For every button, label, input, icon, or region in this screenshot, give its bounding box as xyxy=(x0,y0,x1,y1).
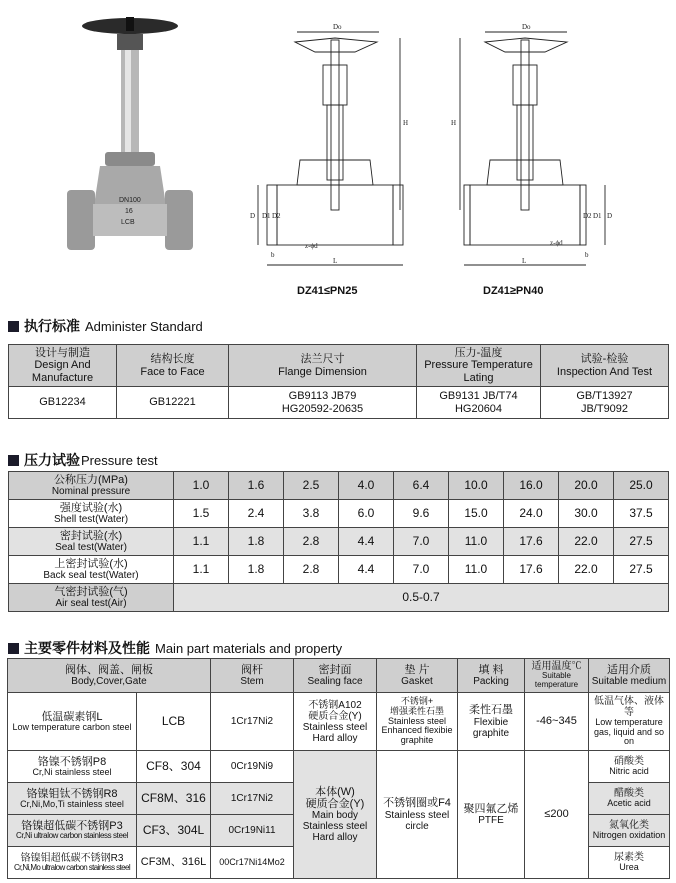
cell: GB/T13927 JB/T9092 xyxy=(541,387,669,419)
value-cell: 2.5 xyxy=(284,472,339,500)
header-cell: 垫 片 Gasket xyxy=(377,659,458,693)
value-cell: 1.1 xyxy=(174,556,229,584)
value-cell: 1.8 xyxy=(229,528,284,556)
value-cell: 15.0 xyxy=(449,500,504,528)
material-cell: 铬镍钼钛不锈钢R8 Cr,Ni,Mo,Ti stainless steel xyxy=(8,783,137,815)
value-cell: 11.0 xyxy=(449,556,504,584)
section-heading-materials xyxy=(8,638,342,658)
stem-cell: 1Cr17Ni2 xyxy=(211,783,294,815)
medium-cell: 醋酸类 Acetic acid xyxy=(589,783,670,815)
dim-label: D2 xyxy=(272,212,281,220)
table-row xyxy=(8,693,670,751)
value-cell: 11.0 xyxy=(449,528,504,556)
value-cell: 9.6 xyxy=(394,500,449,528)
table-row xyxy=(9,500,669,528)
cell: GB9131 JB/T74 HG20604 xyxy=(417,387,541,419)
stem-cell: 0Cr19Ni9 xyxy=(211,751,294,783)
value-cell: 1.1 xyxy=(174,528,229,556)
table-header-row xyxy=(8,659,670,693)
drawing-pn40 xyxy=(450,20,613,275)
cell: GB9113 JB79 HG20592-20635 xyxy=(229,387,417,419)
value-cell: 17.6 xyxy=(504,528,559,556)
photo-marking: LCB xyxy=(121,219,135,226)
stem-cell: 0Cr19Ni11 xyxy=(211,815,294,847)
value-cell: 2.8 xyxy=(284,528,339,556)
temperature-cell: -46~345 xyxy=(525,693,589,751)
dim-label: D1 xyxy=(593,212,602,220)
value-cell: 4.4 xyxy=(339,528,394,556)
table-row xyxy=(8,751,670,783)
sealing-cell: 不锈钢A102 硬质合金(Y) Stainless steel Hard alloy xyxy=(294,693,377,751)
header-cell: 填 料 Packing xyxy=(458,659,525,693)
packing-cell: 柔性石墨 Flexibie graphite xyxy=(458,693,525,751)
row-label: 密封试验(水) Seal test(Water) xyxy=(9,528,174,556)
row-label: 强度试验(水) Shell test(Water) xyxy=(9,500,174,528)
header-cell: 密封面 Sealing face xyxy=(294,659,377,693)
header-cell: 试验-检验 Inspection And Test xyxy=(541,345,669,387)
materials-table xyxy=(7,658,670,879)
square-bullet-icon xyxy=(8,321,19,332)
value-cell: 17.6 xyxy=(504,556,559,584)
table-row xyxy=(9,584,669,612)
valve-photo xyxy=(55,12,205,262)
value-cell: 2.4 xyxy=(229,500,284,528)
cell: GB12221 xyxy=(117,387,229,419)
dim-label: Do xyxy=(333,23,342,31)
value-cell: 3.8 xyxy=(284,500,339,528)
dim-label: z-ϕd xyxy=(550,239,563,247)
material-cell: 低温碳素钢L Low temperature carbon steel xyxy=(8,693,137,751)
dim-label: L xyxy=(333,257,338,265)
grade-cell: LCB xyxy=(137,693,211,751)
grade-cell: CF3M、316L xyxy=(137,847,211,879)
value-cell: 1.0 xyxy=(174,472,229,500)
dim-label: L xyxy=(522,257,527,265)
gasket-cell: 不锈钢圈或F4 Stainless steel circle xyxy=(377,751,458,879)
header-cell: 压力-温度 Pressure Temperature Lating xyxy=(417,345,541,387)
value-cell: 1.8 xyxy=(229,556,284,584)
dim-label: b xyxy=(585,251,589,259)
value-cell: 7.0 xyxy=(394,556,449,584)
header-cell: 适用温度℃ Suitable temperature xyxy=(525,659,589,693)
drawing-caption: DZ41≤PN25 xyxy=(297,285,358,297)
pressure-table xyxy=(8,471,669,612)
standard-table xyxy=(8,344,669,419)
heading-en: Main part materials and property xyxy=(155,640,343,656)
material-cell: 铬镍钼超低碳不锈钢R3 Cr,Ni,Mo ultralow carbon stainless steel xyxy=(8,847,137,879)
value-cell: 22.0 xyxy=(559,556,614,584)
dim-label: D xyxy=(250,212,256,220)
dim-label: D2 xyxy=(583,212,592,220)
grade-cell: CF8、304 xyxy=(137,751,211,783)
cell: GB12234 xyxy=(9,387,117,419)
grade-cell: CF8M、316 xyxy=(137,783,211,815)
photo-marking: DN100 xyxy=(119,197,141,204)
dim-label: D1 xyxy=(262,212,271,220)
header-cell: 设计与制造 Design And Manufacture xyxy=(9,345,117,387)
value-cell: 6.0 xyxy=(339,500,394,528)
stem-cell: 00Cr17Ni14Mo2 xyxy=(211,847,294,879)
row-label: 公称压力(MPa) Nominal pressure xyxy=(9,472,174,500)
value-cell: 30.0 xyxy=(559,500,614,528)
heading-zh: 主要零件材料及性能 xyxy=(24,640,150,656)
header-cell: 法兰尺寸 Flange Dimension xyxy=(229,345,417,387)
value-cell: 24.0 xyxy=(504,500,559,528)
value-cell: 27.5 xyxy=(614,556,669,584)
medium-cell: 低温气体、液体等 Low temperature gas, liquid and so on xyxy=(589,693,670,751)
row-label: 上密封试验(水) Back seal test(Water) xyxy=(9,556,174,584)
medium-cell: 氮氧化类 Nitrogen oxidation xyxy=(589,815,670,847)
section-heading-standard xyxy=(8,316,203,336)
heading-zh: 执行标准 xyxy=(24,318,80,334)
value-cell: 1.5 xyxy=(174,500,229,528)
stem-cell: 1Cr17Ni2 xyxy=(211,693,294,751)
square-bullet-icon xyxy=(8,455,19,466)
heading-en: Pressure test xyxy=(81,452,158,468)
value-cell: 0.5-0.7 xyxy=(174,584,669,612)
value-cell: 1.6 xyxy=(229,472,284,500)
value-cell: 37.5 xyxy=(614,500,669,528)
material-cell: 铬镍不锈钢P8 Cr,Ni stainless steel xyxy=(8,751,137,783)
medium-cell: 尿素类 Urea xyxy=(589,847,670,879)
value-cell: 16.0 xyxy=(504,472,559,500)
header-cell: 阀体、阀盖、闸板 Body,Cover,Gate xyxy=(8,659,211,693)
material-cell: 铬镍超低碳不锈钢P3 Cr,Ni ultralow carbon stainless steel xyxy=(8,815,137,847)
square-bullet-icon xyxy=(8,643,19,654)
value-cell: 4.4 xyxy=(339,556,394,584)
value-cell: 6.4 xyxy=(394,472,449,500)
table-header-row xyxy=(9,472,669,500)
dim-label: b xyxy=(271,251,275,259)
dim-label: D xyxy=(607,212,613,220)
header-cell: 适用介质 Suitable medium xyxy=(589,659,670,693)
value-cell: 7.0 xyxy=(394,528,449,556)
table-row xyxy=(9,387,669,419)
heading-en: Administer Standard xyxy=(85,318,203,334)
gasket-cell: 不锈钢+ 增强柔性石墨 Stainless steel Enhanced flexibie graphite xyxy=(377,693,458,751)
medium-cell: 硝酸类 Nitric acid xyxy=(589,751,670,783)
value-cell: 25.0 xyxy=(614,472,669,500)
value-cell: 20.0 xyxy=(559,472,614,500)
header-cell: 结构长度 Face to Face xyxy=(117,345,229,387)
value-cell: 4.0 xyxy=(339,472,394,500)
drawing-caption: DZ41≥PN40 xyxy=(483,285,544,297)
sealing-cell: 本体(W) 硬质合金(Y) Main body Stainless steel Hard alloy xyxy=(294,751,377,879)
value-cell: 10.0 xyxy=(449,472,504,500)
drawing-pn25 xyxy=(250,20,415,275)
header-cell: 阀杆 Stem xyxy=(211,659,294,693)
heading-zh: 压力试验 xyxy=(24,452,80,468)
value-cell: 27.5 xyxy=(614,528,669,556)
row-label: 气密封试验(气) Air seal test(Air) xyxy=(9,584,174,612)
photo-marking: 16 xyxy=(125,208,133,215)
table-header-row xyxy=(9,345,669,387)
value-cell: 2.8 xyxy=(284,556,339,584)
grade-cell: CF3、304L xyxy=(137,815,211,847)
dim-label: z-ϕd xyxy=(305,242,318,250)
dim-label: H xyxy=(451,119,457,127)
packing-cell: 聚四氟乙烯 PTFE xyxy=(458,751,525,879)
section-heading-pressure xyxy=(8,450,158,470)
temperature-cell: ≤200 xyxy=(525,751,589,879)
table-row xyxy=(9,556,669,584)
dim-label: Do xyxy=(522,23,531,31)
dim-label: H xyxy=(403,119,409,127)
value-cell: 22.0 xyxy=(559,528,614,556)
table-row xyxy=(9,528,669,556)
